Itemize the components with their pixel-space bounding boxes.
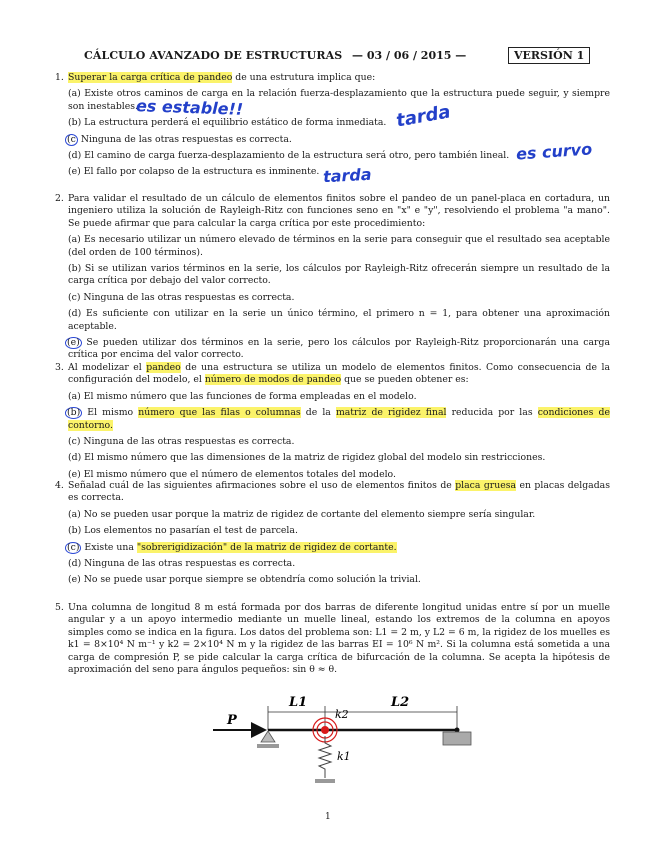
- handwritten-note: tarda: [394, 101, 453, 132]
- version-box: VERSIÓN 1: [508, 47, 590, 64]
- option-e: (e) El fallo por colapso de la estructura es inminente.: [68, 166, 320, 178]
- highlight: pandeo: [146, 362, 181, 373]
- column-figure: [205, 688, 475, 798]
- option-b: (b) La estructura perderá el equilibrio estático de forma inmediata.: [68, 117, 387, 129]
- option-e: (e) Se pueden utilizar dos términos en la serie, pero los cálculos por Rayleigh-Ritz proporcionarán una carga crítica por encima del valor correcto.: [67, 337, 610, 361]
- label-p: P: [227, 713, 237, 728]
- circled-answer: (e): [67, 337, 80, 349]
- question-stem: Al modelizar el pandeo de una estructura se utiliza un modelo de elementos finitos. Como consecuencia de la configuración del modelo, el número de modos de pandeo que se pueden obtener es:: [68, 362, 610, 386]
- page-number: 1: [325, 812, 331, 822]
- option-d: (d) El camino de carga fuerza-desplazamiento de la estructura será otro, pero también lineal.: [68, 150, 510, 162]
- question-3: [55, 362, 610, 481]
- question-number: 2.: [55, 193, 64, 204]
- highlight: número que las filas o columnas: [138, 407, 301, 419]
- hinge-icon: [321, 726, 329, 734]
- option-a: (a) Existe otros caminos de carga en la relación fuerza-desplazamiento que la estructura puede seguir, y siempre son inestables.: [68, 88, 610, 112]
- handwritten-note: es estable!!: [135, 96, 244, 119]
- option-c: (c) Ninguna de las otras respuestas es correcta.: [68, 436, 295, 448]
- exam-header: [84, 47, 585, 65]
- option-b: (b) Los elementos no pasarían el test de parcela.: [68, 525, 298, 537]
- linear-spring-icon: [319, 736, 331, 778]
- option-a: (a) El mismo número que las funciones de forma empleadas en el modelo.: [68, 390, 417, 402]
- question-number: 5.: [55, 602, 64, 613]
- option-b: (b) Si se utilizan varios términos en la serie, los cálculos por Rayleigh-Ritz ofrecerán siempre un resultado de la carga crítica por debajo del valor correcto.: [68, 263, 610, 287]
- label-l1: L1: [289, 695, 308, 710]
- question-number: 3.: [55, 362, 64, 373]
- option-e: (e) El mismo número que el número de elementos totales del modelo.: [68, 468, 396, 480]
- question-stem: Superar la carga crítica de pandeo de una estrutura implica que:: [68, 72, 376, 83]
- handwritten-note: tarda: [322, 164, 373, 187]
- option-d: (d) El mismo número que las dimensiones de la matriz de rigidez global del modelo sin restricciones.: [68, 452, 546, 464]
- option-a: (a) Es necesario utilizar un número elevado de términos en la serie para conseguir que el resultado sea aceptable (del orden de 100 términos).: [68, 234, 610, 258]
- circled-answer: (c): [67, 541, 80, 553]
- option-b: (b) El mismo número que las filas o columnas de la matriz de rigidez final reducida por las condiciones de contorno.: [67, 407, 610, 431]
- label-k1: k1: [337, 750, 351, 763]
- roller-support-icon: [443, 732, 471, 745]
- highlight: número de modos de pandeo: [204, 374, 342, 386]
- circled-answer: (c: [67, 133, 76, 145]
- question-2: [55, 193, 610, 362]
- label-k2: k2: [335, 708, 349, 721]
- course-title: CÁLCULO AVANZADO DE ESTRUCTURAS: [84, 49, 343, 62]
- question-stem: Señalad cuál de las siguientes afirmaciones sobre el uso de elementos finitos de placa gruesa en placas delgadas es correcta.: [68, 480, 610, 504]
- question-number: 1.: [55, 72, 64, 83]
- option-a: (a) No se pueden usar porque la matriz de rigidez de cortante del elemento siempre sería singular.: [68, 508, 536, 520]
- option-d: (d) Ninguna de las otras respuestas es correcta.: [68, 558, 296, 570]
- ground-hatch: [257, 744, 279, 748]
- option-d: (d) Es suficiente con utilizar en la serie un único término, el primero n = 1, para obtener una aproximación aceptable.: [68, 308, 610, 332]
- highlight: condiciones de contorno.: [68, 407, 610, 431]
- exam-date: — 03 / 06 / 2015 —: [352, 49, 467, 62]
- highlight: placa gruesa: [455, 480, 517, 491]
- circled-answer: (b): [67, 407, 81, 419]
- question-number: 4.: [55, 480, 64, 491]
- highlight: Superar la carga crítica de pandeo: [68, 72, 233, 83]
- question-4: [55, 480, 610, 587]
- handwritten-note: es curvo: [515, 139, 593, 164]
- highlight: "sobrerigidización" de la matriz de rigidez de cortante.: [136, 541, 397, 553]
- question-stem: Para validar el resultado de un cálculo de elementos finitos sobre el pandeo de un panel-placa en cortadura, un ingeniero utiliza la solución de Rayleigh-Ritz con funciones seno en "x" e "y", resolviendo el problema "a mano". Se puede afirmar que para calcular la carga crítica por este procedimiento:: [68, 193, 610, 229]
- highlight: matriz de rigidez final: [335, 407, 447, 419]
- question-5: [55, 602, 610, 676]
- option-c: (c) Existe una "sobrerigidización" de la matriz de rigidez de cortante.: [67, 541, 397, 553]
- option-e: (e) No se puede usar porque siempre se obtendría como solución la trivial.: [68, 574, 421, 586]
- question-stem: Una columna de longitud 8 m está formada por dos barras de diferente longitud unidas entre sí por un muelle angular y a un apoyo intermedio mediante un muelle lineal, estando los extremos de la columna en apoyos simples como se indica en la figura. Los datos del problema son: L1 = 2 m, y L2 = 6 m, la rigidez de los muelles es k1 = 8×10⁴ N m⁻¹ y k2 = 2×10⁴ N m y la rigidez de las barras EI = 10⁶ N m². Si la columna está sometida a una carga de compresión P, se pide calcular la carga crítica de bifurcación de la columna. Se acepta la hipótesis de aproximación del seno para ángulos pequeños: sin θ ≈ θ.: [68, 602, 610, 676]
- option-c: (c) Ninguna de las otras respuestas es correcta.: [68, 291, 295, 303]
- label-l2: L2: [391, 695, 410, 710]
- ground-hatch: [315, 779, 335, 783]
- pin-support-icon: [261, 731, 275, 742]
- option-c: (c Ninguna de las otras respuestas es correcta.: [67, 133, 292, 145]
